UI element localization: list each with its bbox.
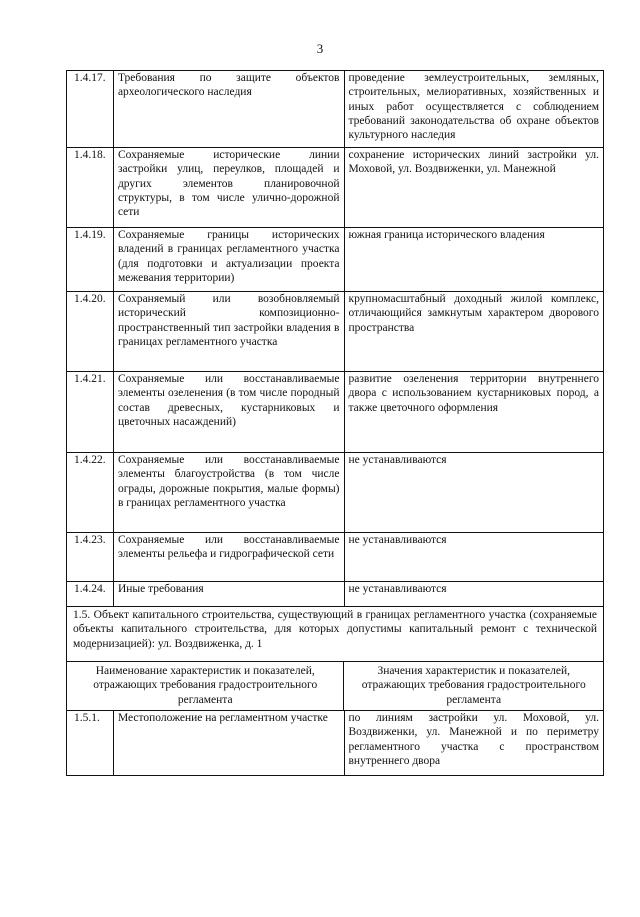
row-number: 1.4.22. [67, 453, 114, 532]
table-row [67, 533, 604, 582]
row-name: Сохраняемые или восстанавливаемые элементы озеленения (в том числе породный состав древесных, кустарниковых и цветочных насаждений) [114, 372, 345, 452]
row-number: 1.4.24. [67, 582, 114, 606]
table-row [67, 453, 604, 533]
row-number: 1.4.19. [67, 228, 114, 291]
row-number: 1.4.21. [67, 372, 114, 452]
row-value: проведение землеустроительных, земляных, строительных, мелиоративных, хозяйственных и иных работ осуществляется с соблюдением требований законодательства об охране объектов культурного наследия [345, 71, 605, 147]
row-value: не устанавливаются [345, 533, 605, 581]
row-value: южная граница исторического владения [345, 228, 605, 291]
row-name: Сохраняемые или восстанавливаемые элементы рельефа и гидрографической сети [114, 533, 345, 581]
table-row [67, 372, 604, 453]
row-name: Сохраняемые исторические линии застройки улиц, переулков, площадей и других элементов планировочной структуры, в том числе улично-дорожной сети [114, 148, 345, 227]
row-number: 1.4.20. [67, 292, 114, 371]
table-row [67, 292, 604, 372]
row-value: сохранение исторических линий застройки ул. Моховой, ул. Воздвиженки, ул. Манежной [345, 148, 605, 227]
table-row [67, 71, 604, 148]
column-header-value: Значения характеристик и показателей, отражающих требования градостроительного регламента [344, 662, 604, 710]
section-heading: 1.5. Объект капитального строительства, существующий в границах регламентного участка (сохраняемые объекты капитального строительства, для которых допустимы капитальный ремонт с технической модернизацией): ул. Воздвиженка, д. 1 [67, 607, 604, 661]
row-number: 1.5.1. [67, 711, 114, 775]
row-name: Иные требования [114, 582, 345, 606]
column-header-row [67, 662, 604, 711]
table-row [67, 148, 604, 228]
column-header-name: Наименование характеристик и показателей, отражающих требования градостроительного регламента [67, 662, 344, 710]
row-value: по линиям застройки ул. Моховой, ул. Воздвиженки, ул. Манежной и по периметру регламентного участка с пространством внутреннего двора [345, 711, 605, 775]
row-name: Требования по защите объектов археологического наследия [114, 71, 345, 147]
row-name: Сохраняемые или восстанавливаемые элементы благоустройства (в том числе ограды, дорожные покрытия, малые формы) в границах регламентного участка [114, 453, 345, 532]
regulation-table [66, 70, 604, 776]
section-heading-row [67, 607, 604, 662]
row-name: Сохраняемый или возобновляемый исторический композиционно-пространственный тип застройки владения в границах регламентного участка [114, 292, 345, 371]
row-number: 1.4.23. [67, 533, 114, 581]
row-value: не устанавливаются [345, 582, 605, 606]
row-name: Сохраняемые границы исторических владений в границах регламентного участка (для подготовки и актуализации проекта межевания территории) [114, 228, 345, 291]
page-number: 3 [316, 41, 324, 56]
table-row [67, 711, 604, 776]
row-name: Местоположение на регламентном участке [114, 711, 345, 775]
row-number: 1.4.17. [67, 71, 114, 147]
row-value: не устанавливаются [345, 453, 605, 532]
table-row [67, 582, 604, 607]
row-value: крупномасштабный доходный жилой комплекс, отличающийся замкнутым характером дворового пространства [345, 292, 605, 371]
table-row [67, 228, 604, 292]
row-number: 1.4.18. [67, 148, 114, 227]
row-value: развитие озеленения территории внутреннего двора с использованием кустарниковых пород, а также цветочного оформления [345, 372, 605, 452]
